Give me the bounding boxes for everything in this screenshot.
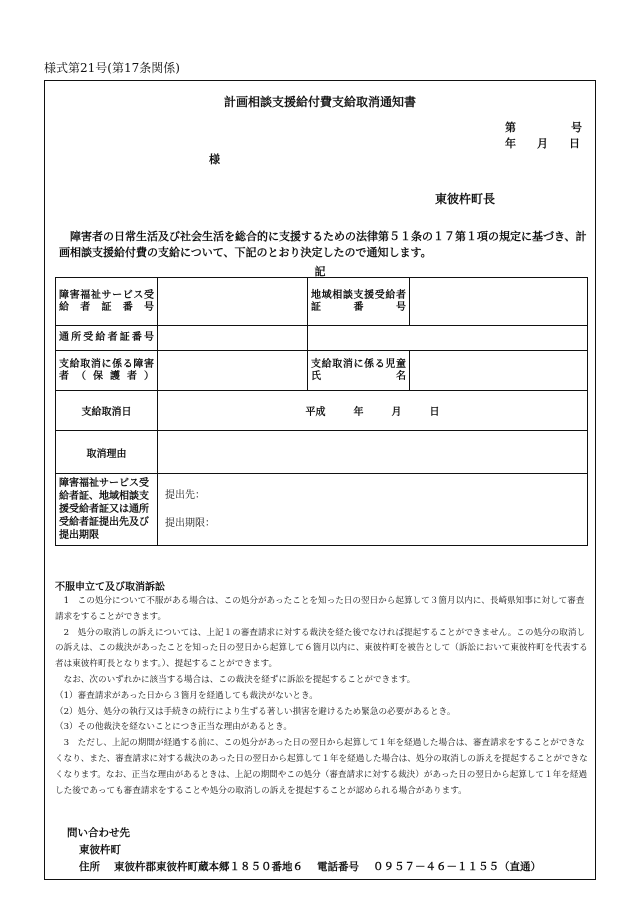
contact-office: 東彼杵町 <box>79 844 121 856</box>
community-cert-label: 地域相談支援受給者証番号 <box>311 289 406 313</box>
blank-cell <box>308 326 588 351</box>
community-cert-number-field[interactable] <box>410 278 588 326</box>
year-label: 年 <box>353 407 364 418</box>
submit-deadline-label: 提出期限： <box>165 517 215 529</box>
clinic-cert-number-field[interactable] <box>158 326 308 351</box>
date-year: 年 <box>505 137 516 150</box>
reason-field[interactable] <box>158 431 588 474</box>
table-row <box>56 431 588 474</box>
child-name-label: 支給取消に係る児童氏名 <box>311 358 406 382</box>
notice-title: 計画相談支援給付費支給取消通知書 <box>223 95 416 109</box>
community-cert-label-cell <box>308 278 410 326</box>
cancel-date-label: 支給取消日 <box>56 391 158 431</box>
contact-block <box>67 825 541 876</box>
era-label: 平成 <box>305 407 326 418</box>
number-prefix: 第 <box>505 121 516 134</box>
addressee-suffix: 様 <box>209 153 220 166</box>
issuer-name: 東彼杵町長 <box>435 192 496 206</box>
cancel-date-field[interactable] <box>158 391 588 431</box>
appeal-paragraph-4: 3 ただし、上記の期間が経過する前に、この処分があった日の翌日から起算して１年を経過した場合は、審査請求をすることができなくなり、また、審査請求に対する裁決のあった日の翌日から起算して１年を経過した場合は、処分の取消しの訴えを提起することができなくなります。なお、正当な理由があるときは、上記の期間やこの処分（審査請求に対する裁決）があった日の翌日から起算して１年を経過した後であっても審査請求をすることや処分の取消しの訴えを提起することが認められる場合があります。 <box>55 738 588 796</box>
appeal-title: 不服申立て及び取消訴訟 <box>55 582 165 593</box>
notice-frame <box>44 80 596 880</box>
appeal-item-2: （2）処分、処分の執行又は手続きの続行により生ずる著しい損害を避けるため緊急の必要があるとき。 <box>55 706 456 717</box>
welfare-cert-label: 障害福祉サービス受給者証番号 <box>59 289 154 313</box>
appeal-paragraph-3: なお、次のいずれかに該当する場合は、この裁決を経ずに訴訟を提起することができます。 <box>63 674 416 685</box>
table-row <box>56 474 588 546</box>
child-name-field[interactable] <box>410 351 588 391</box>
disabled-person-label-cell <box>56 351 158 391</box>
table-row <box>56 351 588 391</box>
intro-text: 障害者の日常生活及び社会生活を総合的に支援するための法律第５１条の１７第１項の規定に基づき、計画相談支援給付費の支給について、下記のとおり決定したので通知します。 <box>59 230 587 259</box>
date-day: 日 <box>569 137 580 150</box>
date-month: 月 <box>537 137 548 150</box>
day-label: 日 <box>429 407 440 418</box>
appeal-item-3: （3）その他裁決を経ないことにつき正当な理由があるとき。 <box>55 722 292 733</box>
ki-label: 記 <box>314 265 326 278</box>
submission-label: 障害福祉サービス受給者証、地域相談支援受給者証又は通所受給者証提出先及び提出期限 <box>59 478 149 541</box>
phone-label: 電話番号 <box>317 861 359 873</box>
disabled-person-label: 支給取消に係る障害者（保護者） <box>59 358 154 382</box>
clinic-cert-label-cell <box>56 326 158 351</box>
welfare-cert-number-field[interactable] <box>158 278 308 326</box>
disabled-person-field[interactable] <box>158 351 308 391</box>
contact-phone: ０９５７－４６－１１５５（直通） <box>373 861 541 873</box>
reason-label: 取消理由 <box>56 431 158 474</box>
contact-address: 東彼杵郡東彼杵町蔵本郷１８５０番地６ <box>114 861 303 873</box>
table-row <box>56 391 588 431</box>
table-row <box>56 326 588 351</box>
submission-field[interactable] <box>158 474 588 546</box>
submit-to-label: 提出先： <box>165 489 205 501</box>
contact-heading: 問い合わせ先 <box>67 827 130 839</box>
clinic-cert-label: 通所受給者証番号 <box>59 332 154 343</box>
child-name-label-cell <box>308 351 410 391</box>
appeal-paragraph-2: 2 処分の取消しの訴えについては、上記１の審査請求に対する裁決を経た後でなければ提起することができません。この処分の取消しの訴えは、この裁決があったことを知った日の翌日から起算して６箇月以内に、東彼杵町を被告として（訴訟において東彼杵町を代表する者は東彼杵町長となります。）、提起することができます。 <box>55 627 588 670</box>
appeal-item-1: （1）審査請求があった日から３箇月を経過しても裁決がないとき。 <box>55 690 318 701</box>
month-label: 月 <box>391 407 402 418</box>
notice-table <box>55 277 588 546</box>
welfare-cert-label-cell <box>56 278 158 326</box>
submission-label-cell <box>56 474 158 546</box>
table-row <box>56 278 588 326</box>
appeal-paragraph-1: 1 この処分について不服がある場合は、この処分があったことを知った日の翌日から起算して３箇月以内に、長崎県知事に対して審査請求をすることができます。 <box>55 596 585 622</box>
form-number-label: 様式第21号(第17条関係) <box>44 61 180 75</box>
appeal-text <box>55 594 589 799</box>
address-label: 住所 <box>79 861 100 873</box>
number-suffix: 号 <box>571 121 582 134</box>
